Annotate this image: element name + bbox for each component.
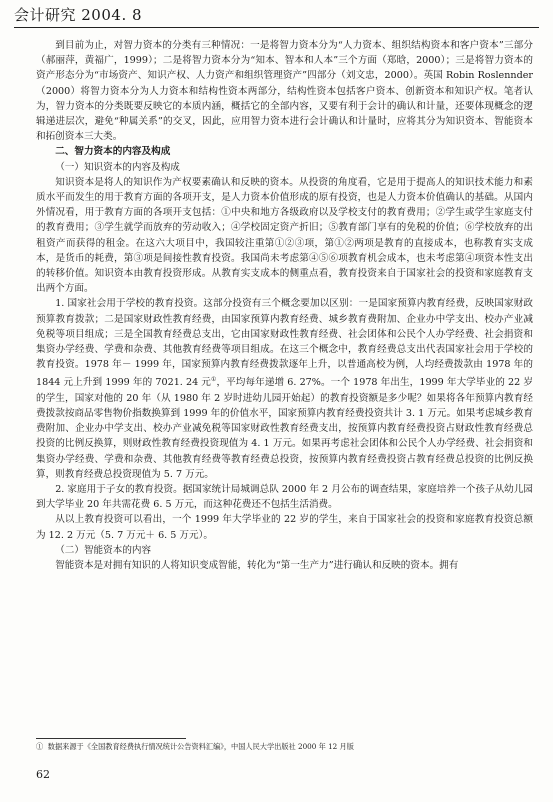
paragraph-family-investment: 2. 家庭用于子女的教育投资。据国家统计局城调总队 2000 年 2 月公布的调查结果，家庭培养一个孩子从幼儿园到大学毕业 20 年共需花费 6. 5 万元，而这种花费还不包括生活消费。 [36,484,533,511]
subsection-heading-intelligence: （二）智能资本的内容 [55,544,152,556]
paragraph-state-investment-tail: ，平均每年递增 6. 27%。一个 1978 年出生，1999 年大学毕业的 22 岁的学生，国家对他的 20 年（从 1980 年 2 岁时进幼儿园开始起）的教育投资额是多少呢？如果将各年预算内教育经费拨款按商品零售物价指数换算到 1999 年的价值水平，国家预算内教育经费投资共计 3. 1 万元。如果考虑城乡教育费附加、企业办中学支出、校办产业减免税等国家财政性教育经费支出，按预算内教育经费投资占财政性教育经费总投资的比例反换算，则财政性教育经费投资现值为 4. 1 万元。如果再考虑社会团体和公民个人办学经费、社会捐资和集资办学经费、学费和杂费、其他教育经费等教育经费总投资，按预算内教育经费投资占教育经费总投资的比例反换算，则教育经费总投资现值为 5. 7 万元。 [36,377,533,480]
paragraph-state-investment [36,296,533,482]
header-divider [14,27,539,28]
intro-paragraph: 到目前为止，对智力资本的分类有三种情况：一是将智力资本分为“人力资本、组织结构资本和客户资本”三部分（郝丽萍，黄福广，1999）；二是将智力资本分为“知本、智本和人本”三个方面（郑晗，2000）；三是将智力资本的资产形态分为“市场资产、知识产权、人力资产和组织管理资产”四部分（刘文忠，2000）。英国 Robin Roslennder（2000）将智力资本分为人力资本和结构性资本两部分，结构性资本包括客户资本、创新资本和知识产权。笔者认为，智力资本的分类既要反映它的本质内涵，概括它的全部内容，又要有利于会计的确认和计量，还要体现概念的逻辑递进层次，避免“种属关系”的交叉，因此，应用智力资本进行会计确认和计量时，应将其分为知识资本、智能资本和拓创资本三大类。 [36,40,533,143]
paragraph-state-investment-head: 1. 国家社会用于学校的教育投资。这部分投资有三个概念要加以区别：一是国家预算内教育经费，反映国家财政预算教育拨款；二是国家财政性教育经费，由国家预算内教育经费、城乡教育费附加、企业办中学支出、校办产业减免税等项目组成；三是全国教育经费总支出，它由国家财政性教育经费、社会团体和公民个人办学经费、社会捐资和集资办学经费、学费和杂费、其他教育经费等项目组成。在这三个概念中，教育经费总支出代表国家社会用于学校的教育投资。1978 年－ 1999 年，国家预算内教育经费拨款逐年上升，以普通高校为例，人均经费拨款由 1978 年的 1844 元上升到 1999 年的 7021. 24 元 [36,298,533,389]
paragraph-intelligence-capital: 智能资本是对拥有知识的人将知识变成智能，转化为“第一生产力”进行确认和反映的资本。拥有 [55,560,459,572]
article-body [36,38,533,573]
footnote-divider [36,738,186,739]
paragraph-total-investment: 从以上教育投资可以看出，一个 1999 年大学毕业的 22 岁的学生，来自于国家社会的投资和家庭教育投资总额为 12. 2 万元（5. 7 万元＋ 6. 5 万元）。 [36,514,533,541]
footnote [36,742,533,752]
paragraph-knowledge-capital: 知识资本是将人的知识作为产权要素确认和反映的资本。从投资的角度看，它是用于提高人的知识技术能力和素质水平而发生的用于教育方面的各项开支，是人力资本价值形成的原有投资，也是人力资本价值确认的基础。从国内外情况看，用于教育方面的各项开支包括：①中央和地方各级政府以及学校支付的教育费用；②学生或学生家庭支付的教育费用；③学生就学而放弃的劳动收入；④学校固定资产折旧；⑤教育部门享有的免税的价值；⑥学校放弃的出租资产而获得的租金。在这六大项目中，我国较注重第①②③项，第①②两项是教育的直接成本，也称教育实支成本，是货币的耗费，第③项是间接性教育投资。我国尚未考虑第④⑤⑥项教育机会成本，也未考虑第④项资本性支出的转移价值。知识资本由教育投资形成。从教育实支成本的侧重点看，教育投资来自于国家社会的投资和家庭教育支出两个方面。 [36,176,533,295]
footnote-text: 数据来源于《全国教育经费执行情况统计公告资料汇编》，中国人民大学出版社 2000 年 12 月版 [47,742,354,751]
page-number: 62 [36,768,50,781]
footnote-reference[interactable]: ① [210,376,217,384]
journal-header: 会计研究 2004. 8 [14,6,143,24]
footnote-marker: ① [36,742,44,751]
section-heading: 二、智力资本的内容及构成 [55,146,171,158]
subsection-heading-knowledge: （一）知识资本的内容及构成 [55,161,180,173]
